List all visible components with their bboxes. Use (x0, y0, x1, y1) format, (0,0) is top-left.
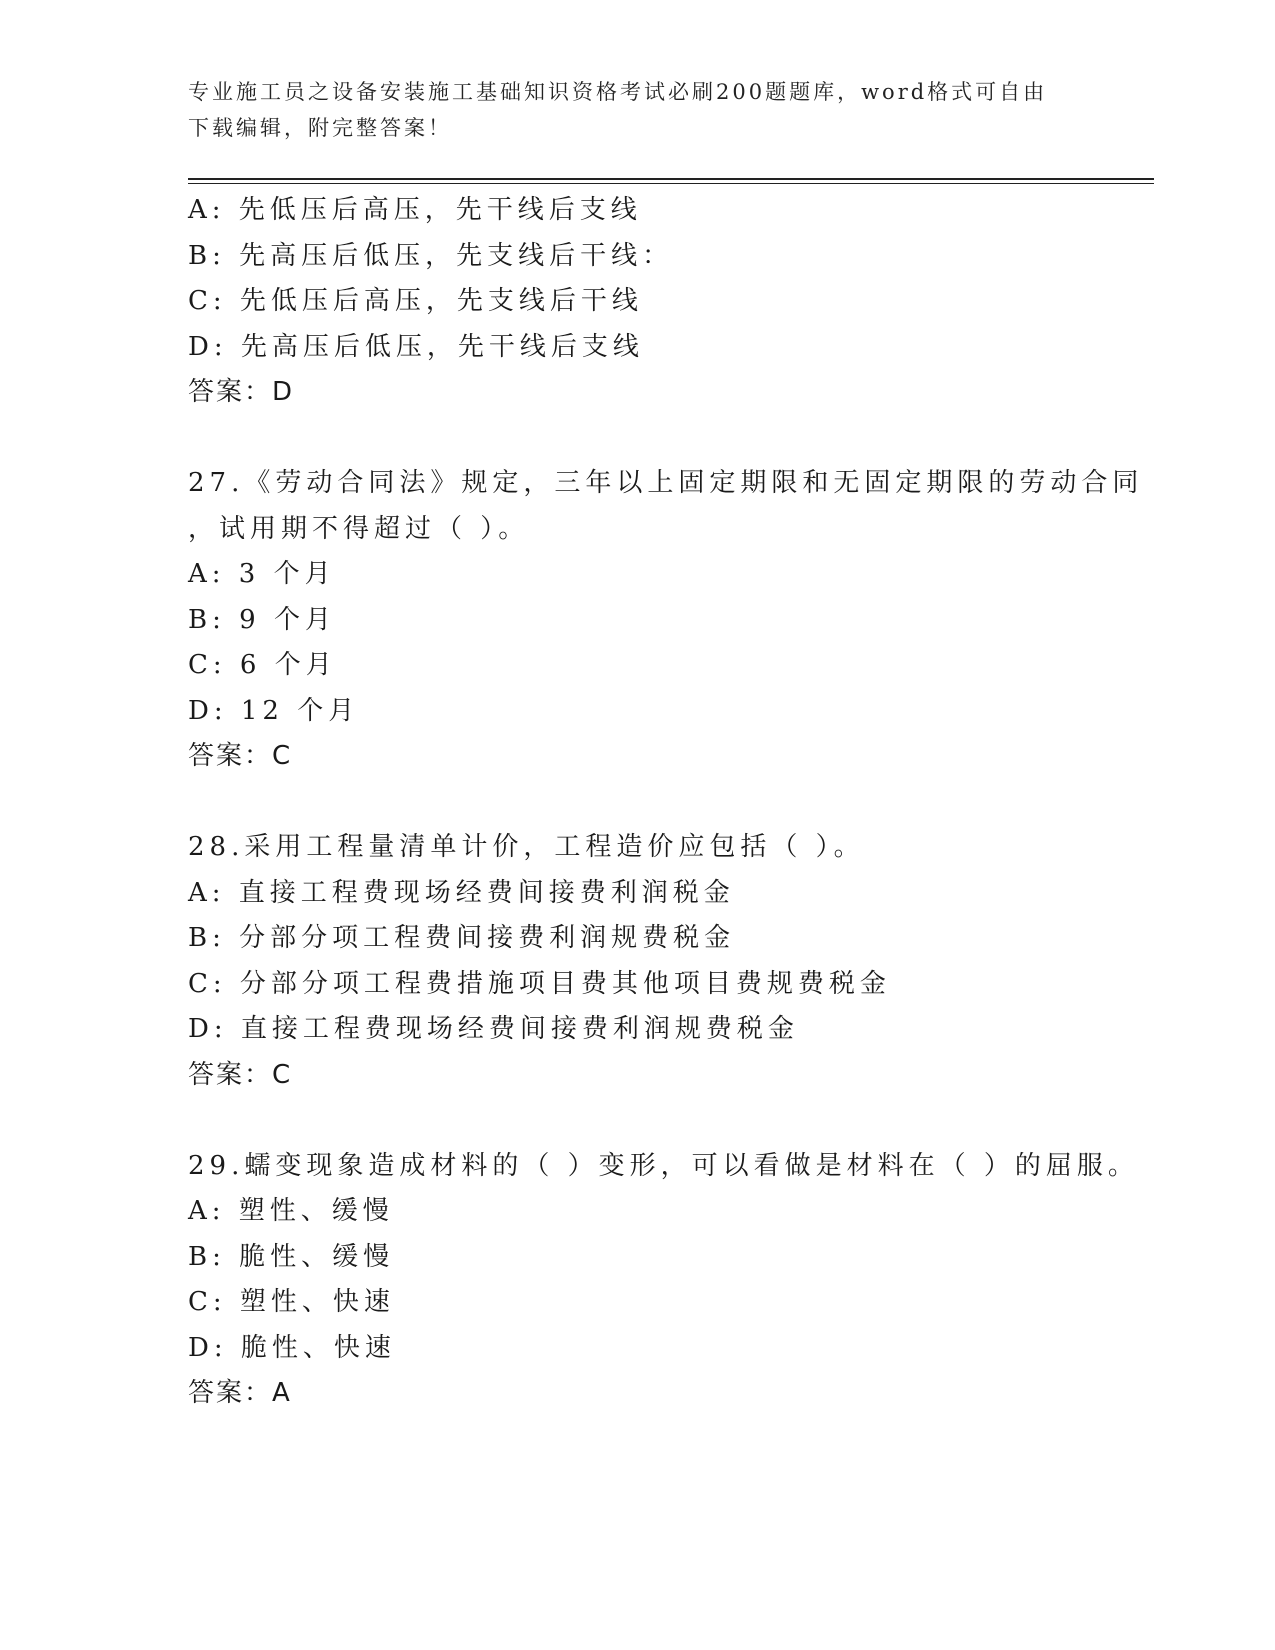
option-c: C: 分部分项工程费措施项目费其他项目费规费税金 (188, 968, 891, 999)
question-29 (188, 1144, 1154, 1417)
document-header (188, 74, 1068, 146)
spacer (188, 416, 1154, 462)
answer-line: 答案：D (188, 377, 295, 407)
answer-line: 答案：C (188, 1059, 293, 1090)
answer-line: 答案：A (188, 1378, 292, 1408)
question-28 (188, 825, 1154, 1098)
spacer (188, 1098, 1154, 1144)
option-d: D: 脆性、快速 (188, 1332, 396, 1363)
header-divider-thin (188, 183, 1154, 184)
option-a: A: 3 个月 (188, 559, 336, 589)
option-d: D: 直接工程费现场经费间接费利润规费税金 (188, 1014, 799, 1044)
option-b: B: 脆性、缓慢 (188, 1241, 395, 1272)
question-27 (188, 461, 1154, 780)
option-a: A: 直接工程费现场经费间接费利润税金 (188, 877, 735, 908)
spacer (188, 780, 1154, 826)
question-text-line-1: 28.采用工程量清单计价，工程造价应包括（ ）。 (188, 832, 865, 862)
option-c: C: 先低压后高压，先支线后干线 (188, 286, 643, 316)
option-b: B: 先高压后低压，先支线后干线： (188, 240, 674, 271)
option-a: A: 塑性、缓慢 (188, 1196, 394, 1226)
option-d: D: 先高压后低压，先干线后支线 (188, 331, 644, 362)
question-list (188, 188, 1154, 1417)
question-26 (188, 188, 1154, 416)
header-line-2: 下载编辑，附完整答案！ (188, 116, 452, 140)
option-d: D: 12 个月 (188, 695, 360, 726)
question-text-line-1: 29.蠕变现象造成材料的（ ）变形，可以看做是材料在（ ）的屈服。 (188, 1150, 1139, 1181)
option-c: C: 塑性、快速 (188, 1287, 395, 1317)
header-line-1: 专业施工员之设备安装施工基础知识资格考试必刷200题题库，word格式可自由 (188, 80, 1048, 104)
option-c: C: 6 个月 (188, 650, 337, 680)
question-text-line-1: 27.《劳动合同法》规定，三年以上固定期限和无固定期限的劳动合同 (188, 468, 1144, 498)
header-divider-thick (188, 178, 1154, 180)
option-b: B: 9 个月 (188, 604, 336, 635)
option-b: B: 分部分项工程费间接费利润规费税金 (188, 923, 736, 953)
option-a: A: 先低压后高压，先干线后支线 (188, 195, 642, 225)
answer-line: 答案：C (188, 741, 293, 771)
question-text-line-2: ，试用期不得超过（ ）。 (188, 513, 530, 544)
